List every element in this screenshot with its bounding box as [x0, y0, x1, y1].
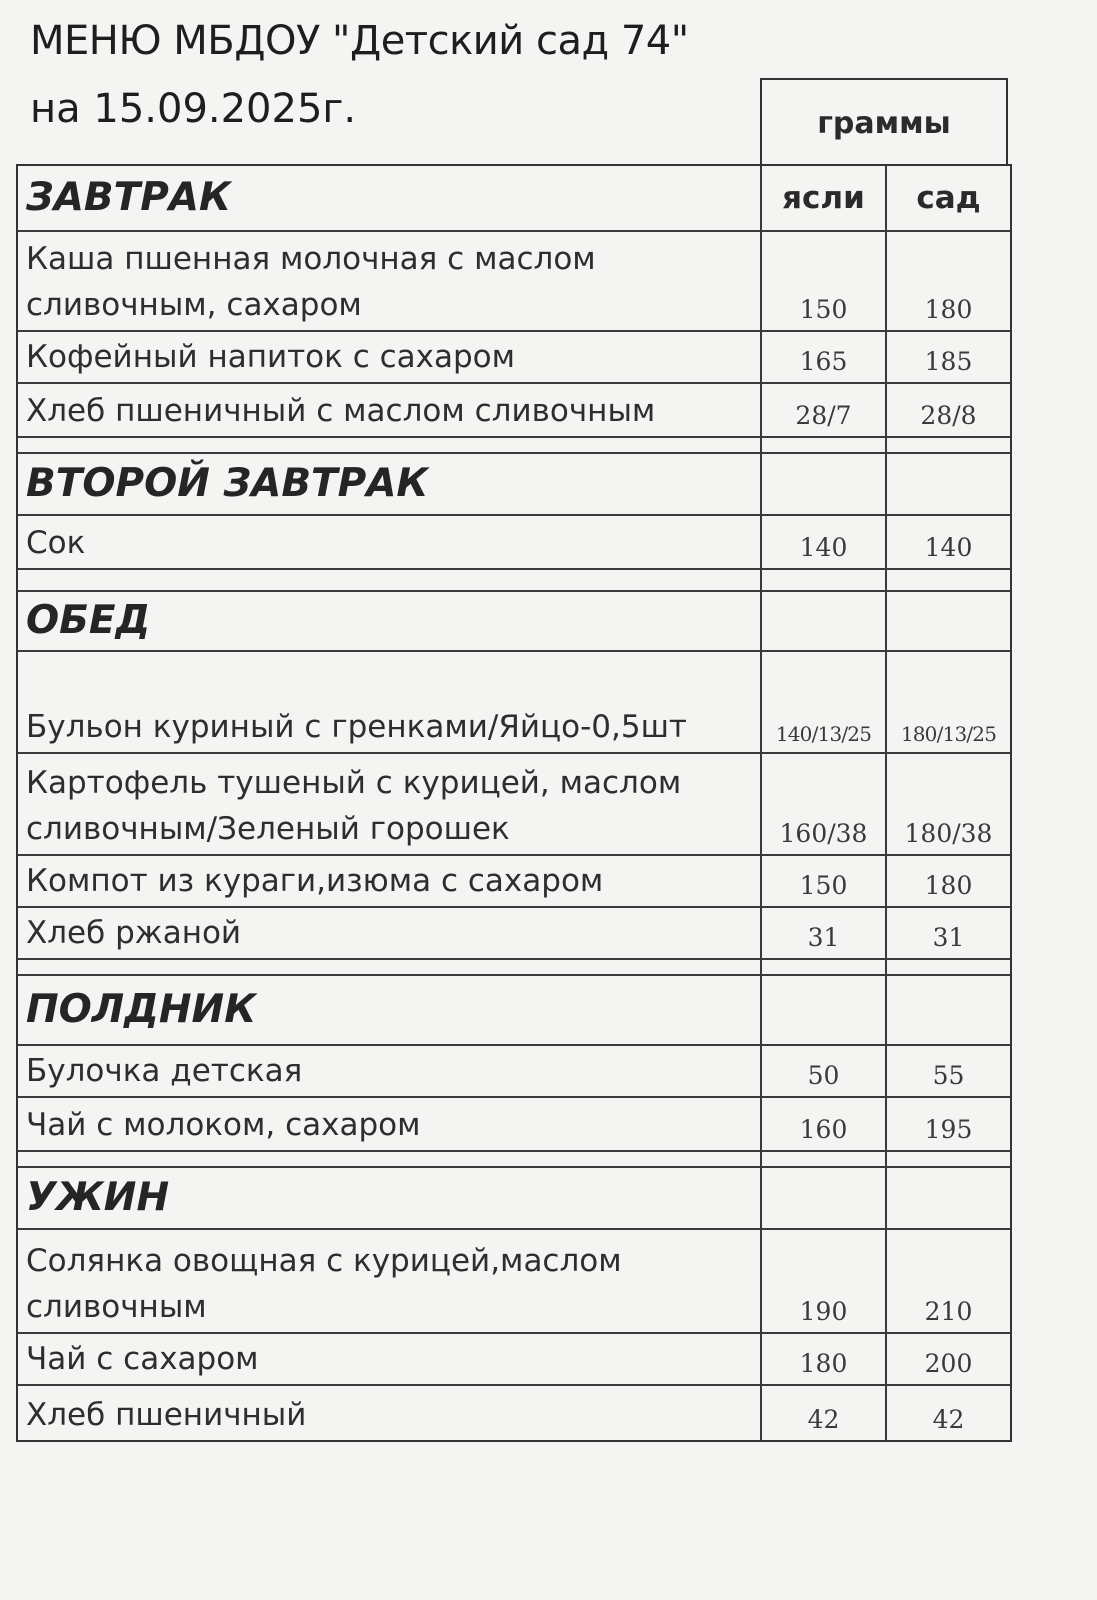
dish-name: Картофель тушеный с курицей, маслом сливочным/Зеленый горошек: [26, 765, 682, 847]
garden-grams: 185: [885, 332, 1010, 382]
garden-grams: 180: [885, 856, 1010, 906]
spacer-cell: [760, 438, 885, 452]
spacer-row: [18, 960, 1010, 976]
empty-cell: [885, 976, 1010, 1044]
garden-grams: 31: [885, 908, 1010, 958]
table-row: [18, 1098, 1010, 1152]
garden-grams: 42: [885, 1386, 1010, 1440]
nursery-grams: 160/38: [760, 754, 885, 854]
empty-cell: [760, 592, 885, 650]
dish-name: Хлеб ржаной: [26, 915, 242, 951]
dish-name: Бульон куриный с гренками/Яйцо-0,5шт: [26, 709, 687, 745]
garden-grams: 140: [885, 516, 1010, 568]
section-title: ЗАВТРАК: [26, 175, 231, 220]
page-title: МЕНЮ МБДОУ "Детский сад 74": [30, 18, 689, 64]
table-row: [18, 332, 1010, 384]
section-breakfast-header: [18, 166, 1010, 232]
dish-name: Булочка детская: [26, 1053, 303, 1089]
nursery-grams: 190: [760, 1230, 885, 1332]
spacer-cell: [885, 960, 1010, 974]
empty-cell: [885, 1168, 1010, 1228]
nursery-grams: 150: [760, 232, 885, 330]
nursery-grams: 42: [760, 1386, 885, 1440]
table-row: [18, 652, 1010, 754]
table-row: [18, 516, 1010, 570]
empty-cell: [885, 592, 1010, 650]
dish-name: Каша пшенная молочная с маслом сливочным, сахаром: [26, 241, 596, 323]
grams-header: граммы: [760, 78, 1008, 166]
table-row: [18, 1230, 1010, 1334]
table-row: [18, 232, 1010, 332]
section-lunch-header: [18, 592, 1010, 652]
section-title: ОБЕД: [26, 598, 151, 643]
table-row: [18, 384, 1010, 438]
table-row: [18, 1386, 1010, 1440]
spacer-cell: [18, 570, 760, 590]
garden-grams: 180/38: [885, 754, 1010, 854]
spacer-cell: [885, 438, 1010, 452]
spacer-row: [18, 570, 1010, 592]
nursery-grams: 140: [760, 516, 885, 568]
table-row: [18, 1334, 1010, 1386]
garden-grams: 180/13/25: [885, 652, 1010, 752]
dish-name: Хлеб пшеничный с маслом сливочным: [26, 393, 656, 429]
spacer-row: [18, 438, 1010, 454]
spacer-cell: [760, 570, 885, 590]
nursery-grams: 28/7: [760, 384, 885, 436]
section-dinner-header: [18, 1168, 1010, 1230]
table-row: [18, 908, 1010, 960]
table-row: [18, 1046, 1010, 1098]
nursery-grams: 31: [760, 908, 885, 958]
garden-grams: 200: [885, 1334, 1010, 1384]
dish-name: Компот из кураги,изюма с сахаром: [26, 863, 604, 899]
garden-grams: 195: [885, 1098, 1010, 1150]
column-garden-header: сад: [885, 166, 1010, 230]
menu-date: на 15.09.2025г.: [30, 86, 357, 132]
garden-grams: 28/8: [885, 384, 1010, 436]
empty-cell: [760, 454, 885, 514]
spacer-cell: [18, 1152, 760, 1166]
spacer-cell: [885, 570, 1010, 590]
nursery-grams: 165: [760, 332, 885, 382]
dish-name: Чай с сахаром: [26, 1341, 259, 1377]
dish-name: Кофейный напиток с сахаром: [26, 339, 516, 375]
nursery-grams: 140/13/25: [760, 652, 885, 752]
nursery-grams: 180: [760, 1334, 885, 1384]
section-snack-header: [18, 976, 1010, 1046]
column-nursery-header: ясли: [760, 166, 885, 230]
dish-name: Хлеб пшеничный: [26, 1397, 307, 1433]
spacer-cell: [885, 1152, 1010, 1166]
dish-name: Чай с молоком, сахаром: [26, 1107, 421, 1143]
nursery-grams: 50: [760, 1046, 885, 1096]
table-row: [18, 754, 1010, 856]
empty-cell: [760, 1168, 885, 1228]
garden-grams: 180: [885, 232, 1010, 330]
spacer-cell: [760, 1152, 885, 1166]
spacer-cell: [18, 960, 760, 974]
section-second-breakfast-header: [18, 454, 1010, 516]
nursery-grams: 150: [760, 856, 885, 906]
section-title: УЖИН: [26, 1175, 170, 1220]
dish-name: Сок: [26, 525, 86, 561]
spacer-row: [18, 1152, 1010, 1168]
section-title: ВТОРОЙ ЗАВТРАК: [26, 461, 429, 506]
menu-table: [16, 164, 1012, 1442]
empty-cell: [885, 454, 1010, 514]
spacer-cell: [18, 438, 760, 452]
nursery-grams: 160: [760, 1098, 885, 1150]
section-title: ПОЛДНИК: [26, 987, 257, 1032]
garden-grams: 55: [885, 1046, 1010, 1096]
spacer-cell: [760, 960, 885, 974]
garden-grams: 210: [885, 1230, 1010, 1332]
dish-name: Солянка овощная с курицей,маслом сливочным: [26, 1243, 622, 1325]
table-row: [18, 856, 1010, 908]
empty-cell: [760, 976, 885, 1044]
